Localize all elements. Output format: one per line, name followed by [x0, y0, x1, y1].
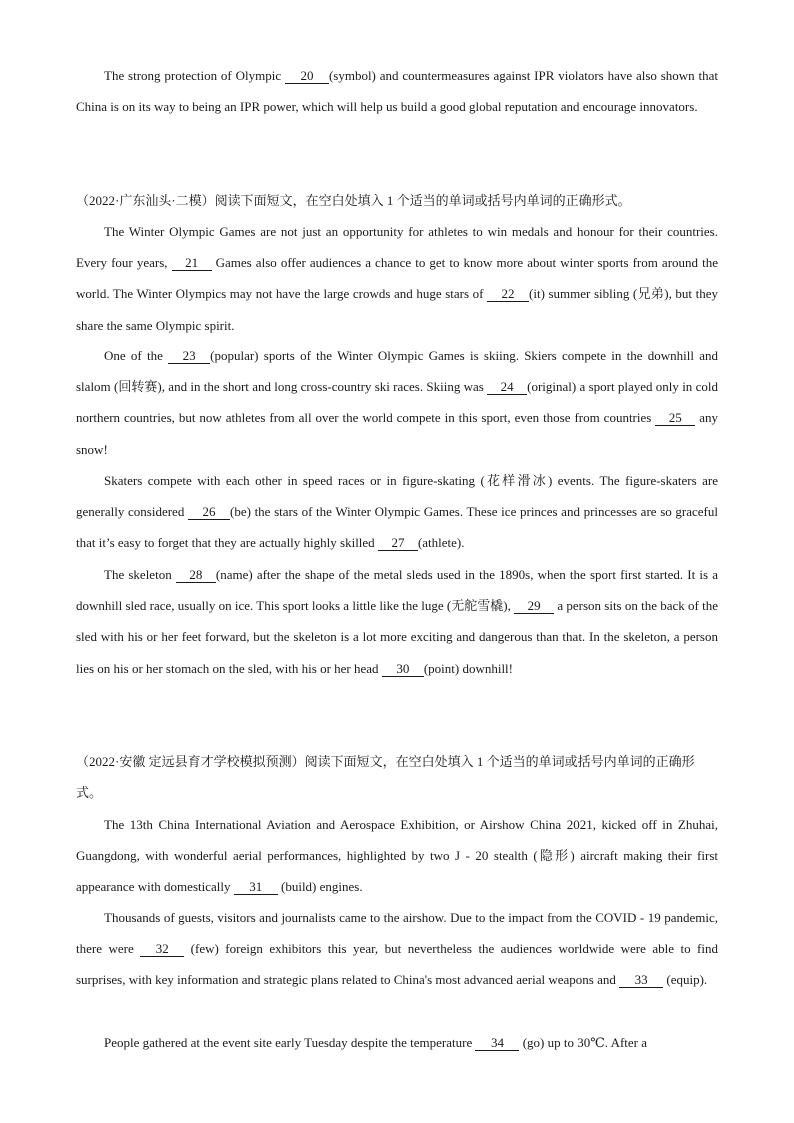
text: (symbol) and countermeasures against IPR violators have also shown that China is on its way to being an IPR power, which will help us build a good global reputation and encourage innovators. [76, 68, 719, 115]
text: The strong protection of Olympic [104, 68, 285, 83]
text: (name) after the shape of the metal sleds used in the 1890s, when the sport first started. It is a downhill sled race, usually on ice. This sport looks a little like the luge (无舵雪橇), [76, 567, 718, 614]
text: People gathered at the event site early Tuesday despite the temperature [104, 1035, 476, 1050]
paragraph-airshow-guests [76, 902, 718, 996]
text: Games also offer audiences a chance to get to know more about winter sports from around the world. The Winter Olympics may not have the large crowds and huge stars of [76, 255, 718, 302]
section-heading-shantou: （2022·广东汕头·二模）阅读下面短文，在空白处填入 1 个适当的单词或括号内单词的正确形式。 [76, 193, 631, 208]
blank-32[interactable]: 32 [140, 941, 184, 957]
blank-30[interactable]: 30 [382, 661, 424, 677]
blank-22[interactable]: 22 [487, 286, 529, 302]
text: (few) foreign exhibitors this year, but nevertheless the audiences worldwide were able to find surprises, with key information and strategic plans related to China's most advanced aerial weapons and [76, 941, 718, 988]
text: (build) engines. [277, 879, 363, 895]
text: The skeleton [104, 567, 176, 582]
blank-27[interactable]: 27 [378, 535, 418, 551]
text: (be) the stars of the Winter Olympic Games. These ice princes and princesses are so graceful that it’s easy to forget that they are actually highly skilled [76, 504, 718, 551]
paragraph-skeleton [76, 559, 718, 684]
paragraph-skating [76, 465, 718, 559]
blank-29[interactable]: 29 [514, 598, 554, 614]
text: One of the [104, 348, 169, 363]
blank-24[interactable]: 24 [487, 379, 527, 395]
section-heading-anhui: （2022·安徽 定远县育才学校模拟预测）阅读下面短文，在空白处填入 1 个适当的单词或括号内单词的正确形式。 [76, 754, 695, 801]
text: The 13th China International Aviation and Aerospace Exhibition, or Airshow China 2021, kicked off in Zhuhai, Guangdong, with wonderful aerial performances, highlighted by two J - 20 stealth (隐形) aircraft making their first appearance with domestically [76, 817, 718, 895]
text: Thousands of guests, visitors and journalists came to the airshow. Due to the impact from the COVID - 19 pandemic, there were [76, 910, 718, 957]
blank-26[interactable]: 26 [188, 504, 230, 520]
text: The Winter Olympic Games are not just an opportunity for athletes to win medals and honour for their countries. Every four years, [76, 224, 718, 271]
paragraph-winter-olympics-intro [76, 216, 718, 341]
text: (equip). [663, 972, 708, 988]
text: (point) downhill! [423, 660, 513, 676]
text: Skaters compete with each other in speed races or in figure-skating (花样滑冰) events. The figure-skaters are generally considered [76, 473, 718, 520]
paragraph-airshow-event [76, 1027, 718, 1058]
paragraph-airshow-intro [76, 809, 718, 903]
blank-33[interactable]: 33 [619, 972, 663, 988]
text: (go) up to 30℃. After a [519, 1035, 648, 1050]
text: (popular) sports of the Winter Olympic Games is skiing. Skiers compete in the downhill and slalom (回转赛), and in the short and long cross-country ski races. Skiing was [76, 348, 718, 395]
blank-31[interactable]: 31 [234, 879, 278, 895]
blank-28[interactable]: 28 [176, 567, 216, 583]
blank-25[interactable]: 25 [655, 410, 695, 426]
text: (athlete). [417, 535, 465, 551]
blank-34[interactable]: 34 [475, 1035, 519, 1051]
text: any snow! [76, 410, 718, 457]
text: (original) a sport played only in cold northern countries, but now athletes from all over the world compete in this sport, even those from countries [76, 379, 718, 426]
blank-23[interactable]: 23 [168, 348, 210, 364]
text: a person sits on the back of the sled with his or her feet forward, but the skeleton is a lot more exciting and dangerous than that. In the skeleton, a person lies on his or her stomach on the sled, with his or her head [76, 598, 719, 676]
paragraph-ipr [76, 60, 718, 122]
blank-21[interactable]: 21 [172, 255, 212, 271]
text: (it) summer sibling (兄弟), but they share the same Olympic spirit. [76, 286, 718, 333]
paragraph-skiing [76, 340, 718, 465]
blank-20[interactable]: 20 [285, 68, 329, 84]
